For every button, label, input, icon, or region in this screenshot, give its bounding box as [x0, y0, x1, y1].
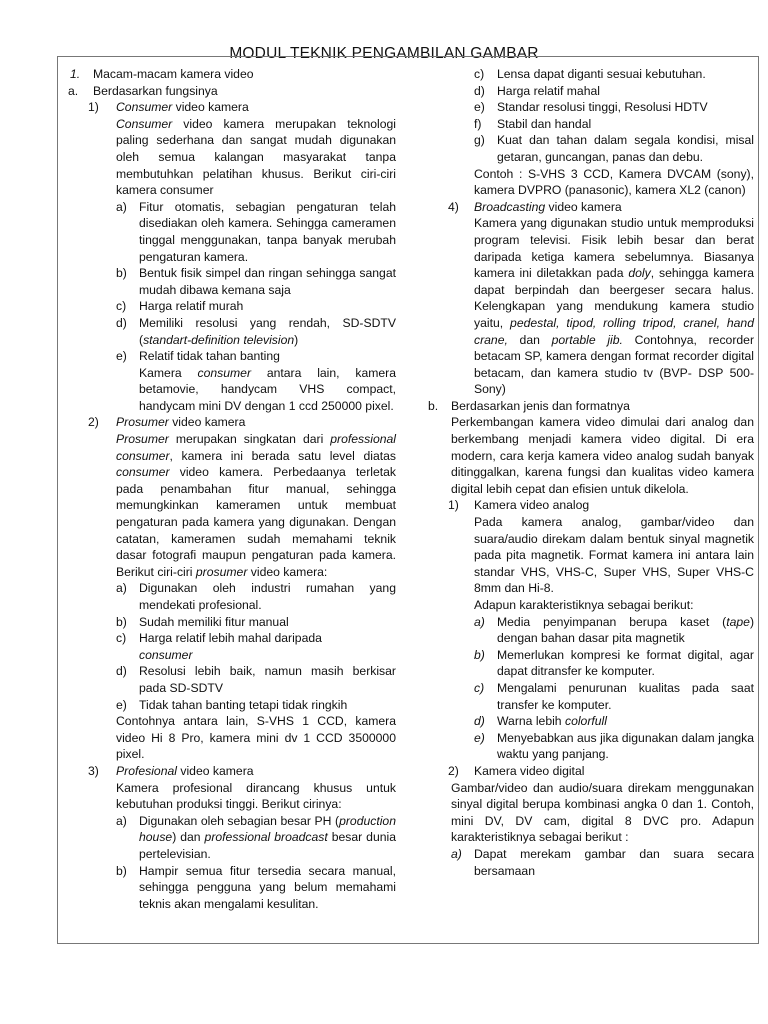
list-prosumer	[116, 580, 396, 713]
list-marker: 2)	[88, 415, 99, 430]
list-marker: 3)	[88, 763, 99, 778]
heading-text: Macam-macam kamera video	[93, 67, 254, 81]
list-item: d) Warna lebih colorfull	[474, 714, 607, 729]
list-marker: a.	[68, 83, 79, 98]
subsection-title: Profesional video kamera	[116, 763, 254, 778]
subsection-title: Broadcasting video kamera	[474, 199, 622, 214]
subsection-profesional	[88, 763, 396, 780]
subsection-title: Consumer video kamera	[116, 100, 249, 115]
subsection-consumer	[88, 99, 396, 116]
list-marker: 1)	[448, 498, 459, 513]
paragraph: Kamera profesional dirancang khusus untuk kebutuhan produksi tinggi. Berikut cirinya:	[116, 780, 396, 812]
subsection-analog	[448, 497, 754, 514]
list-item: b) Memerlukan kompresi ke format digital, agar dapat ditransfer ke komputer.	[474, 647, 754, 679]
heading-1	[68, 66, 396, 83]
list-profesional	[116, 813, 396, 913]
list-item: d) Resolusi lebih baik, namun masih berkisar pada SD-SDTV	[116, 664, 396, 695]
list-item: c) Harga relatif murah	[116, 299, 244, 314]
paragraph: Perkembangan kamera video dimulai dari analog dan berkembang menjadi kamera video digital. Di era modern, cara kerja kamera video analog sudah banyak ditinggalkan, karena fungsi dan kualitas video kamera digital lebih cepat dan efisien untuk dikelola.	[451, 415, 754, 496]
subsection-prosumer	[88, 414, 396, 431]
list-item: b) Hampir semua fitur tersedia secara manual, sehingga pengguna yang belum memahami teknis akan mengalami kesulitan.	[116, 863, 396, 911]
paragraph: Contohnya antara lain, S-VHS 1 CCD, kamera video Hi 8 Pro, kamera mini dv 1 CCD 3500000 pixel.	[116, 714, 396, 762]
subsection-digital	[448, 763, 754, 780]
heading-b	[428, 398, 754, 415]
paragraph: Prosumer merupakan singkatan dari professional consumer, kamera ini berada satu level diatas consumer video kamera. Perbedaanya terletak pada penambahan fitur manual, sehingga memungkinkan kameramen untuk membuat pengaturan pada kamera yang digunakan. Dengan catatan, kameramen sudah memahami teknik dasar fotografi maupun pengaturan pada kamera. Berikut ciri-ciri prosumer video kamera:	[116, 432, 396, 579]
list-consumer	[116, 199, 396, 365]
paragraph: Adapun karakteristiknya sebagai berikut:	[474, 598, 694, 612]
list-profesional-continued	[474, 66, 754, 166]
heading-text: Berdasarkan fungsinya	[93, 83, 218, 98]
heading-a	[68, 83, 396, 100]
list-analog	[474, 614, 754, 763]
list-marker: 4)	[448, 199, 459, 214]
list-marker: b.	[428, 398, 439, 413]
list-item: a) Fitur otomatis, sebagian pengaturan telah disediakan oleh kamera. Sehingga cameramen tinggal menggunakan, tanpa banyak merubah pengaturan kamera.	[116, 199, 396, 264]
paragraph: Kamera consumer antara lain, kamera betamovie, handycam VHS compact, handycam mini DV dengan 1 ccd 250000 pixel.	[139, 365, 397, 413]
subsection-title: Kamera video analog	[474, 498, 590, 513]
heading-text: Berdasarkan jenis dan formatnya	[451, 398, 630, 413]
subsection-broadcasting	[448, 199, 754, 216]
list-item: d) Harga relatif mahal	[474, 83, 600, 98]
paragraph: Consumer video kamera merupakan teknologi paling sederhana dan sangat mudah digunakan oleh semua kalangan masyarakat tanpa membutuhkan pelatihan khusus. Berikut ciri-ciri kamera consumer	[116, 116, 396, 198]
paragraph: Contoh : S-VHS 3 CCD, Kamera DVCAM (sony), kamera DVPRO (panasonic), kamera XL2 (canon)	[474, 166, 754, 198]
list-digital	[451, 846, 754, 879]
list-item: c) Lensa dapat diganti sesuai kebutuhan.	[474, 67, 706, 81]
paragraph: Kamera yang digunakan studio untuk memproduksi program televisi. Fisik lebih besar dan berat daripada ketiga kamera sebelumnya. Biasanya kamera ini diletakkan pada doly, sehingga kamera dapat berpindah dan beergeser secara halus. Kelengkapan yang mendukung kamera studio yaitu, pedestal, tipod, rolling tripod, cranel, hand crane, dan portable jib. Contohnya, recorder betacam SP, kamera dengan format recorder digital betacam, dan kamera studio tv (BVP- DSP 500-Sony)	[474, 216, 754, 397]
page-title: MODUL TEKNIK PENGAMBILAN GAMBAR	[229, 45, 539, 62]
list-marker: 1.	[70, 67, 81, 81]
right-column	[428, 66, 754, 879]
list-item: f) Stabil dan handal	[474, 116, 592, 131]
list-item: a) Digunakan oleh sebagian besar PH (production house) dan professional broadcast besar dunia pertelevisian.	[116, 813, 396, 861]
list-item: g) Kuat dan tahan dalam segala kondisi, misal getaran, guncangan, panas dan debu.	[474, 133, 754, 164]
left-column	[68, 66, 396, 912]
subsection-title: Kamera video digital	[474, 763, 585, 778]
list-item: a) Digunakan oleh industri rumahan yang mendekati profesional.	[116, 581, 396, 612]
list-item: e) Standar resolusi tinggi, Resolusi HDTV	[474, 100, 708, 115]
list-item: d) Memiliki resolusi yang rendah, SD-SDTV (standart-definition television)	[116, 315, 396, 347]
list-item: c) Mengalami penurunan kualitas pada saat transfer ke komputer.	[474, 680, 754, 712]
list-item: e) Relatif tidak tahan banting	[116, 349, 280, 364]
list-item: b) Sudah memiliki fitur manual	[116, 614, 289, 629]
paragraph: Gambar/video dan audio/suara direkam menggunakan sinyal digital berupa kombinasi angka 0 dan 1. Contoh, mini DV, DV cam, digital 8 DVC pro. Adapun karakteristiknya sebagai berikut :	[451, 780, 754, 845]
paragraph: Pada kamera analog, gambar/video dan suara/audio direkam dalam bentuk sinyal magnetik pada pita magnetik. Format kamera ini antara lain standar VHS, VHS-C, Super VHS, Super VHS-C 8mm dan Hi-8.	[474, 515, 754, 596]
list-item: e) Tidak tahan banting tetapi tidak ringkih	[116, 697, 348, 712]
list-item: a) Media penyimpanan berupa kaset (tape) dengan bahan dasar pita magnetik	[474, 614, 754, 646]
list-item: a) Dapat merekam gambar dan suara secara bersamaan	[451, 846, 754, 878]
subsection-title: Prosumer video kamera	[116, 415, 246, 430]
list-item: c) Harga relatif lebih mahal daripada consumer	[116, 631, 322, 662]
list-marker: 2)	[448, 763, 459, 778]
list-item: e) Menyebabkan aus jika digunakan dalam jangka waktu yang panjang.	[474, 730, 754, 762]
list-item: b) Bentuk fisik simpel dan ringan sehingga sangat mudah dibawa kemana saja	[116, 266, 396, 297]
list-marker: 1)	[88, 100, 99, 115]
